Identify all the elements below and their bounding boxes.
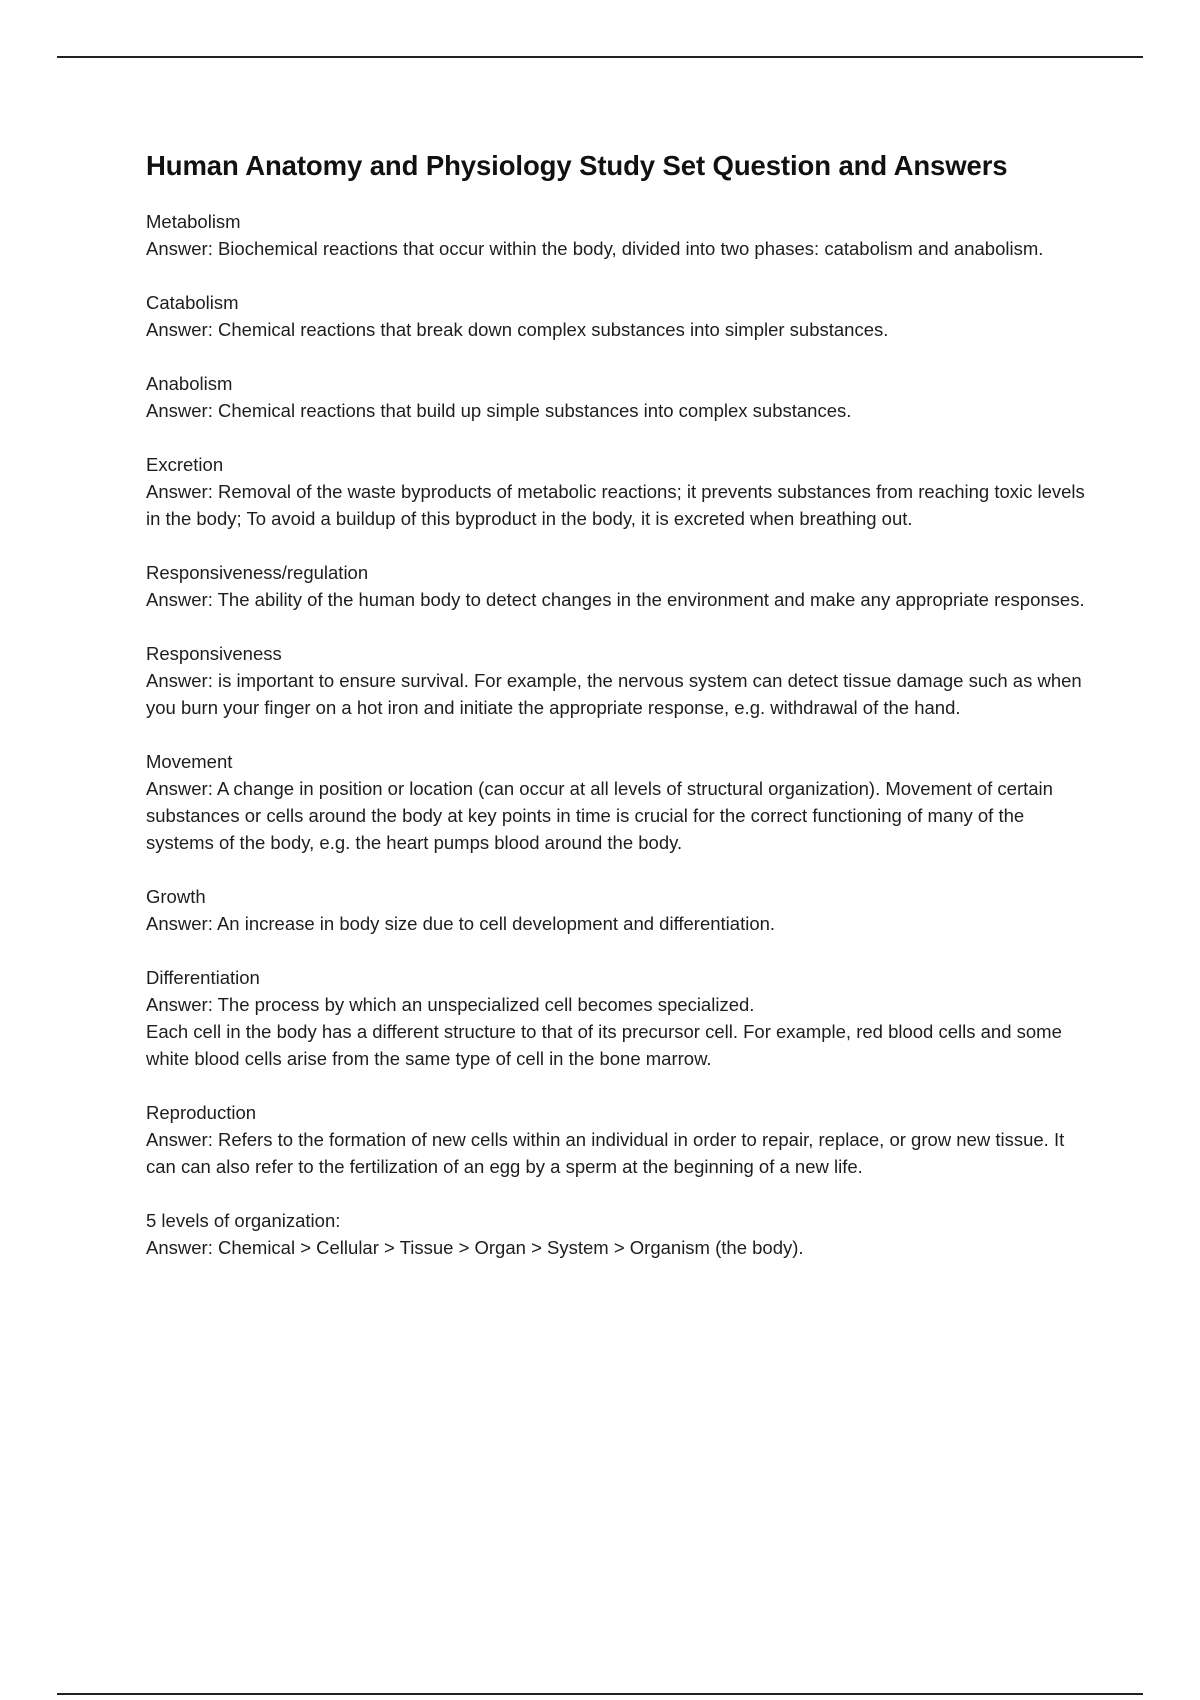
qa-answer: Answer: Chemical > Cellular > Tissue > Organ > System > Organism (the body). [146,1237,804,1258]
qa-item-catabolism [146,289,1096,343]
qa-term: Responsiveness/regulation [146,562,369,583]
qa-term: Movement [146,751,233,772]
qa-item-excretion [146,451,1096,532]
qa-term: Catabolism [146,292,239,313]
qa-answer: Answer: Chemical reactions that build up simple substances into complex substances. [146,400,852,421]
qa-item-reproduction [146,1099,1096,1180]
qa-term: 5 levels of organization: [146,1210,341,1231]
qa-term: Reproduction [146,1102,257,1123]
qa-item-differentiation [146,964,1096,1072]
qa-answer: Answer: Removal of the waste byproducts of metabolic reactions; it prevents substances from reaching toxic levels in the body; To avoid a buildup of this byproduct in the body, it is excreted when breathing out. [146,481,1085,529]
qa-item-responsiveness [146,640,1096,721]
qa-item-responsiveness-regulation [146,559,1096,613]
qa-item-growth [146,883,1096,937]
page-title: Human Anatomy and Physiology Study Set Question and Answers [146,150,1008,181]
bottom-divider [57,1693,1143,1695]
qa-item-movement [146,748,1096,856]
qa-answer: Answer: An increase in body size due to cell development and differentiation. [146,913,776,934]
document-body [146,146,1096,1288]
qa-item-metabolism [146,208,1096,262]
qa-term: Excretion [146,454,224,475]
top-divider [57,56,1143,58]
qa-term: Growth [146,886,206,907]
qa-answer: Answer: The process by which an unspecialized cell becomes specialized. Each cell in the body has a different structure to that of its precursor cell. For example, red blood cells and some white blood cells arise from the same type of cell in the bone marrow. [146,994,1062,1069]
qa-answer: Answer: is important to ensure survival. For example, the nervous system can detect tissue damage such as when you burn your finger on a hot iron and initiate the appropriate response, e.g. withdrawal of the hand. [146,670,1082,718]
qa-item-anabolism [146,370,1096,424]
qa-term: Metabolism [146,211,241,232]
qa-answer: Answer: The ability of the human body to detect changes in the environment and make any appropriate responses. [146,589,1085,610]
qa-item-levels-of-organization [146,1207,1096,1261]
qa-term: Anabolism [146,373,233,394]
qa-answer: Answer: A change in position or location (can occur at all levels of structural organization). Movement of certain substances or cells around the body at key points in time is crucial for the correct functioning of many of the systems of the body, e.g. the heart pumps blood around the body. [146,778,1053,853]
qa-term: Differentiation [146,967,260,988]
qa-answer: Answer: Refers to the formation of new cells within an individual in order to repair, replace, or grow new tissue. It can can also refer to the fertilization of an egg by a sperm at the beginning of a new life. [146,1129,1065,1177]
qa-term: Responsiveness [146,643,282,664]
qa-answer: Answer: Biochemical reactions that occur within the body, divided into two phases: catabolism and anabolism. [146,238,1044,259]
qa-answer: Answer: Chemical reactions that break down complex substances into simpler substances. [146,319,889,340]
